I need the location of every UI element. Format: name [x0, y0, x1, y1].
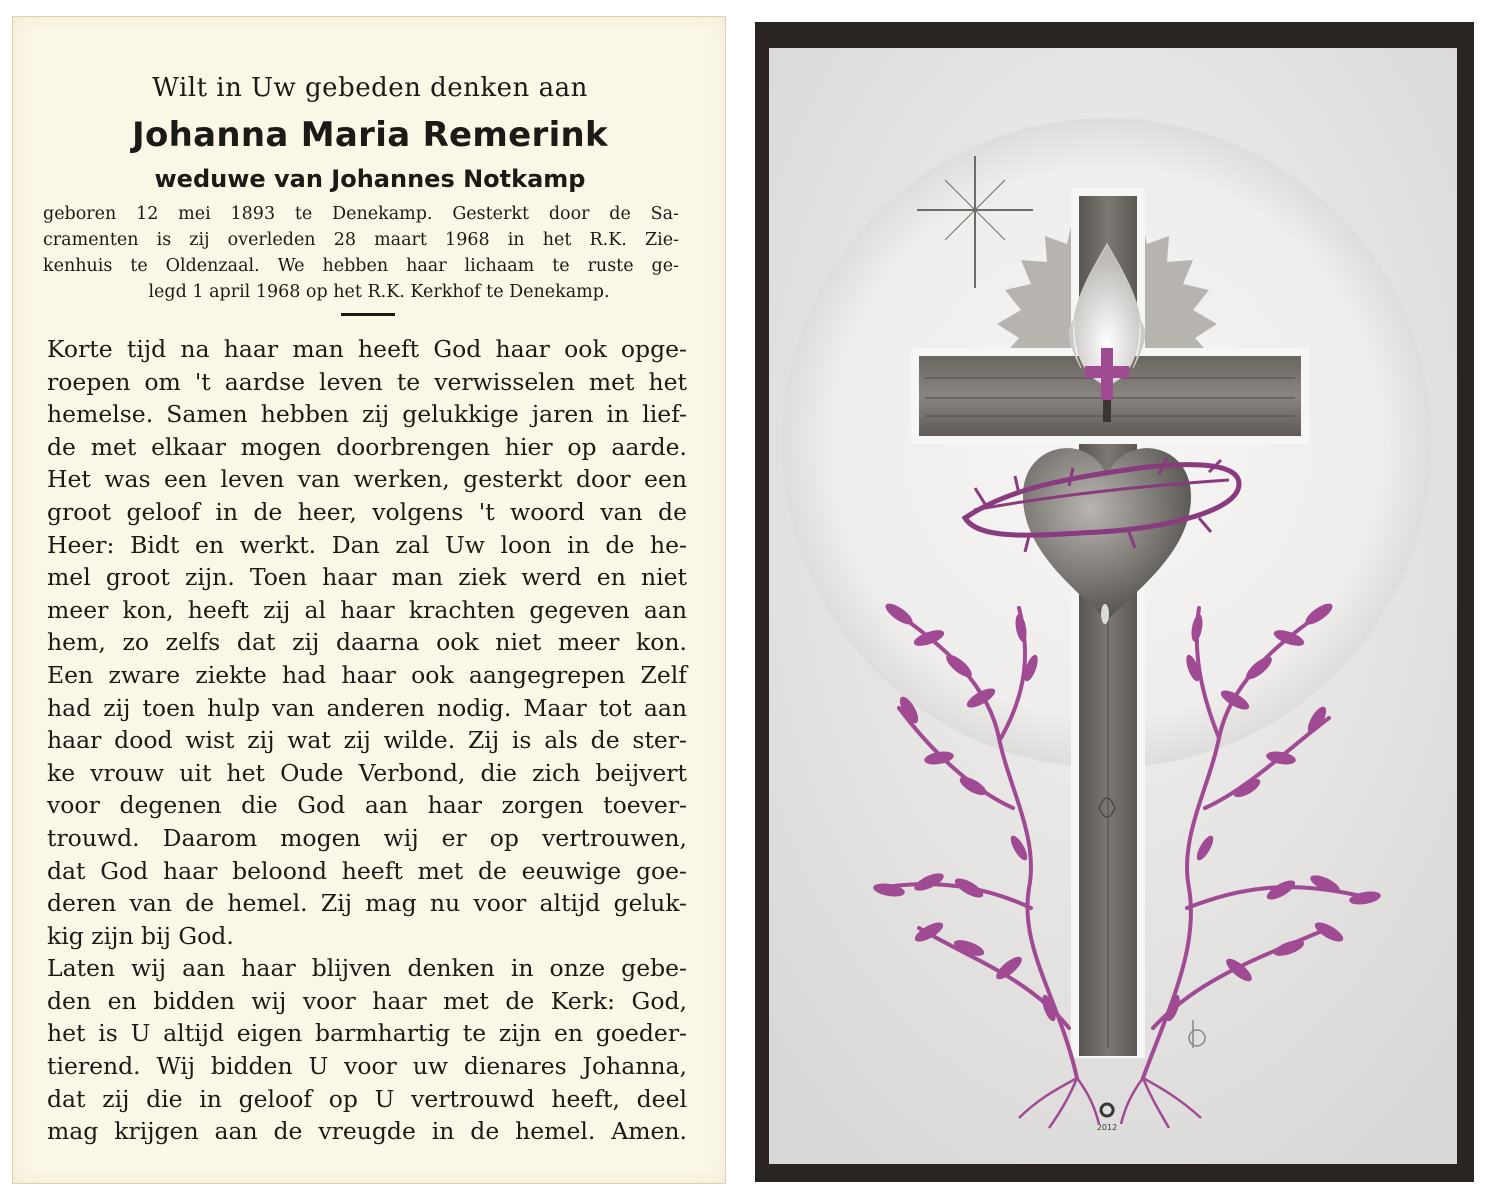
- body-line: kig zijn bij God.: [47, 921, 234, 950]
- body-line: meer kon, heeft zij al haar krachten gegeven aan: [47, 595, 687, 624]
- body-line: Laten wij aan haar blijven denken in onze gebe-: [47, 954, 687, 983]
- body-line: groot geloof in de heer, volgens 't woord van de: [47, 497, 687, 526]
- widow-of-line: weduwe van Johannes Notkamp: [154, 165, 586, 193]
- body-line: mel groot zijn. Toen haar man ziek werd en niet: [47, 563, 687, 592]
- body-line: ke vrouw uit het Oude Verbond, die zich beijvert: [47, 758, 687, 787]
- body-line: deren van de hemel. Zij mag nu voor altijd geluk-: [47, 889, 687, 918]
- body-line: het is U altijd eigen barmhartig te zijn en goeder-: [47, 1019, 687, 1048]
- body-line: hem, zo zelfs dat zij daarna ook niet meer kon.: [47, 628, 687, 657]
- body-line: dat zij die in geloof op U vertrouwd heeft, deel: [47, 1084, 687, 1113]
- memorial-body-text: [47, 333, 687, 1148]
- body-line: hemelse. Samen hebben zij gelukkige jaren in lief-: [47, 400, 687, 429]
- body-line: Het was een leven van werken, gesterkt door een: [47, 465, 687, 494]
- body-line: dat God haar beloond heeft met de eeuwige goe-: [47, 856, 687, 885]
- body-line: voor degenen die God aan haar zorgen toever-: [47, 791, 687, 820]
- memorial-text-card: [12, 16, 726, 1184]
- fact-line: kenhuis te Oldenzaal. We hebben haar lichaam te ruste ge-: [43, 256, 679, 276]
- body-line: tierend. Wij bidden U voor uw dienares Johanna,: [47, 1052, 687, 1081]
- intro-line: Wilt in Uw gebeden denken aan: [152, 73, 588, 103]
- heart-stem: [1103, 400, 1111, 422]
- cross-heart-illustration: [769, 48, 1457, 1164]
- deceased-name: Johanna Maria Remerink: [132, 115, 608, 155]
- section-divider: [341, 313, 395, 316]
- illustration-panel: [769, 48, 1457, 1164]
- body-line: Een zware ziekte had haar ook aangegrepen Zelf: [47, 660, 687, 689]
- biographical-facts: [43, 201, 679, 305]
- body-line: trouwd. Daarom mogen wij er op vertrouwen,: [47, 823, 687, 852]
- drop-of-blood: [1101, 604, 1109, 624]
- fact-line: geboren 12 mei 1893 te Denekamp. Gesterkt door de Sa-: [43, 204, 679, 224]
- body-line: roepen om 't aardse leven te verwisselen met het: [47, 367, 687, 396]
- body-line: Korte tijd na haar man heeft God haar ook opge-: [47, 335, 687, 363]
- fact-line: legd 1 april 1968 op het R.K. Kerkhof te Denekamp.: [148, 282, 610, 302]
- body-line: haar dood wist zij wat zij wilde. Zij is als de ster-: [47, 726, 687, 755]
- body-line: den en bidden wij voor haar met de Kerk: God,: [47, 986, 687, 1015]
- fact-line: cramenten is zij overleden 28 maart 1968 in het R.K. Zie-: [43, 230, 679, 250]
- body-line: had zij toen hulp van anderen nodig. Maar tot aan: [47, 693, 687, 722]
- memorial-image-card: [755, 22, 1474, 1182]
- print-number: 2012: [1096, 1123, 1118, 1132]
- body-line: Heer: Bidt en werkt. Dan zal Uw loon in de he-: [47, 530, 687, 559]
- body-line: mag krijgen aan de vreugde in de hemel. Amen.: [47, 1117, 687, 1146]
- body-line: de met elkaar mogen doorbrengen hier op aarde.: [47, 432, 687, 461]
